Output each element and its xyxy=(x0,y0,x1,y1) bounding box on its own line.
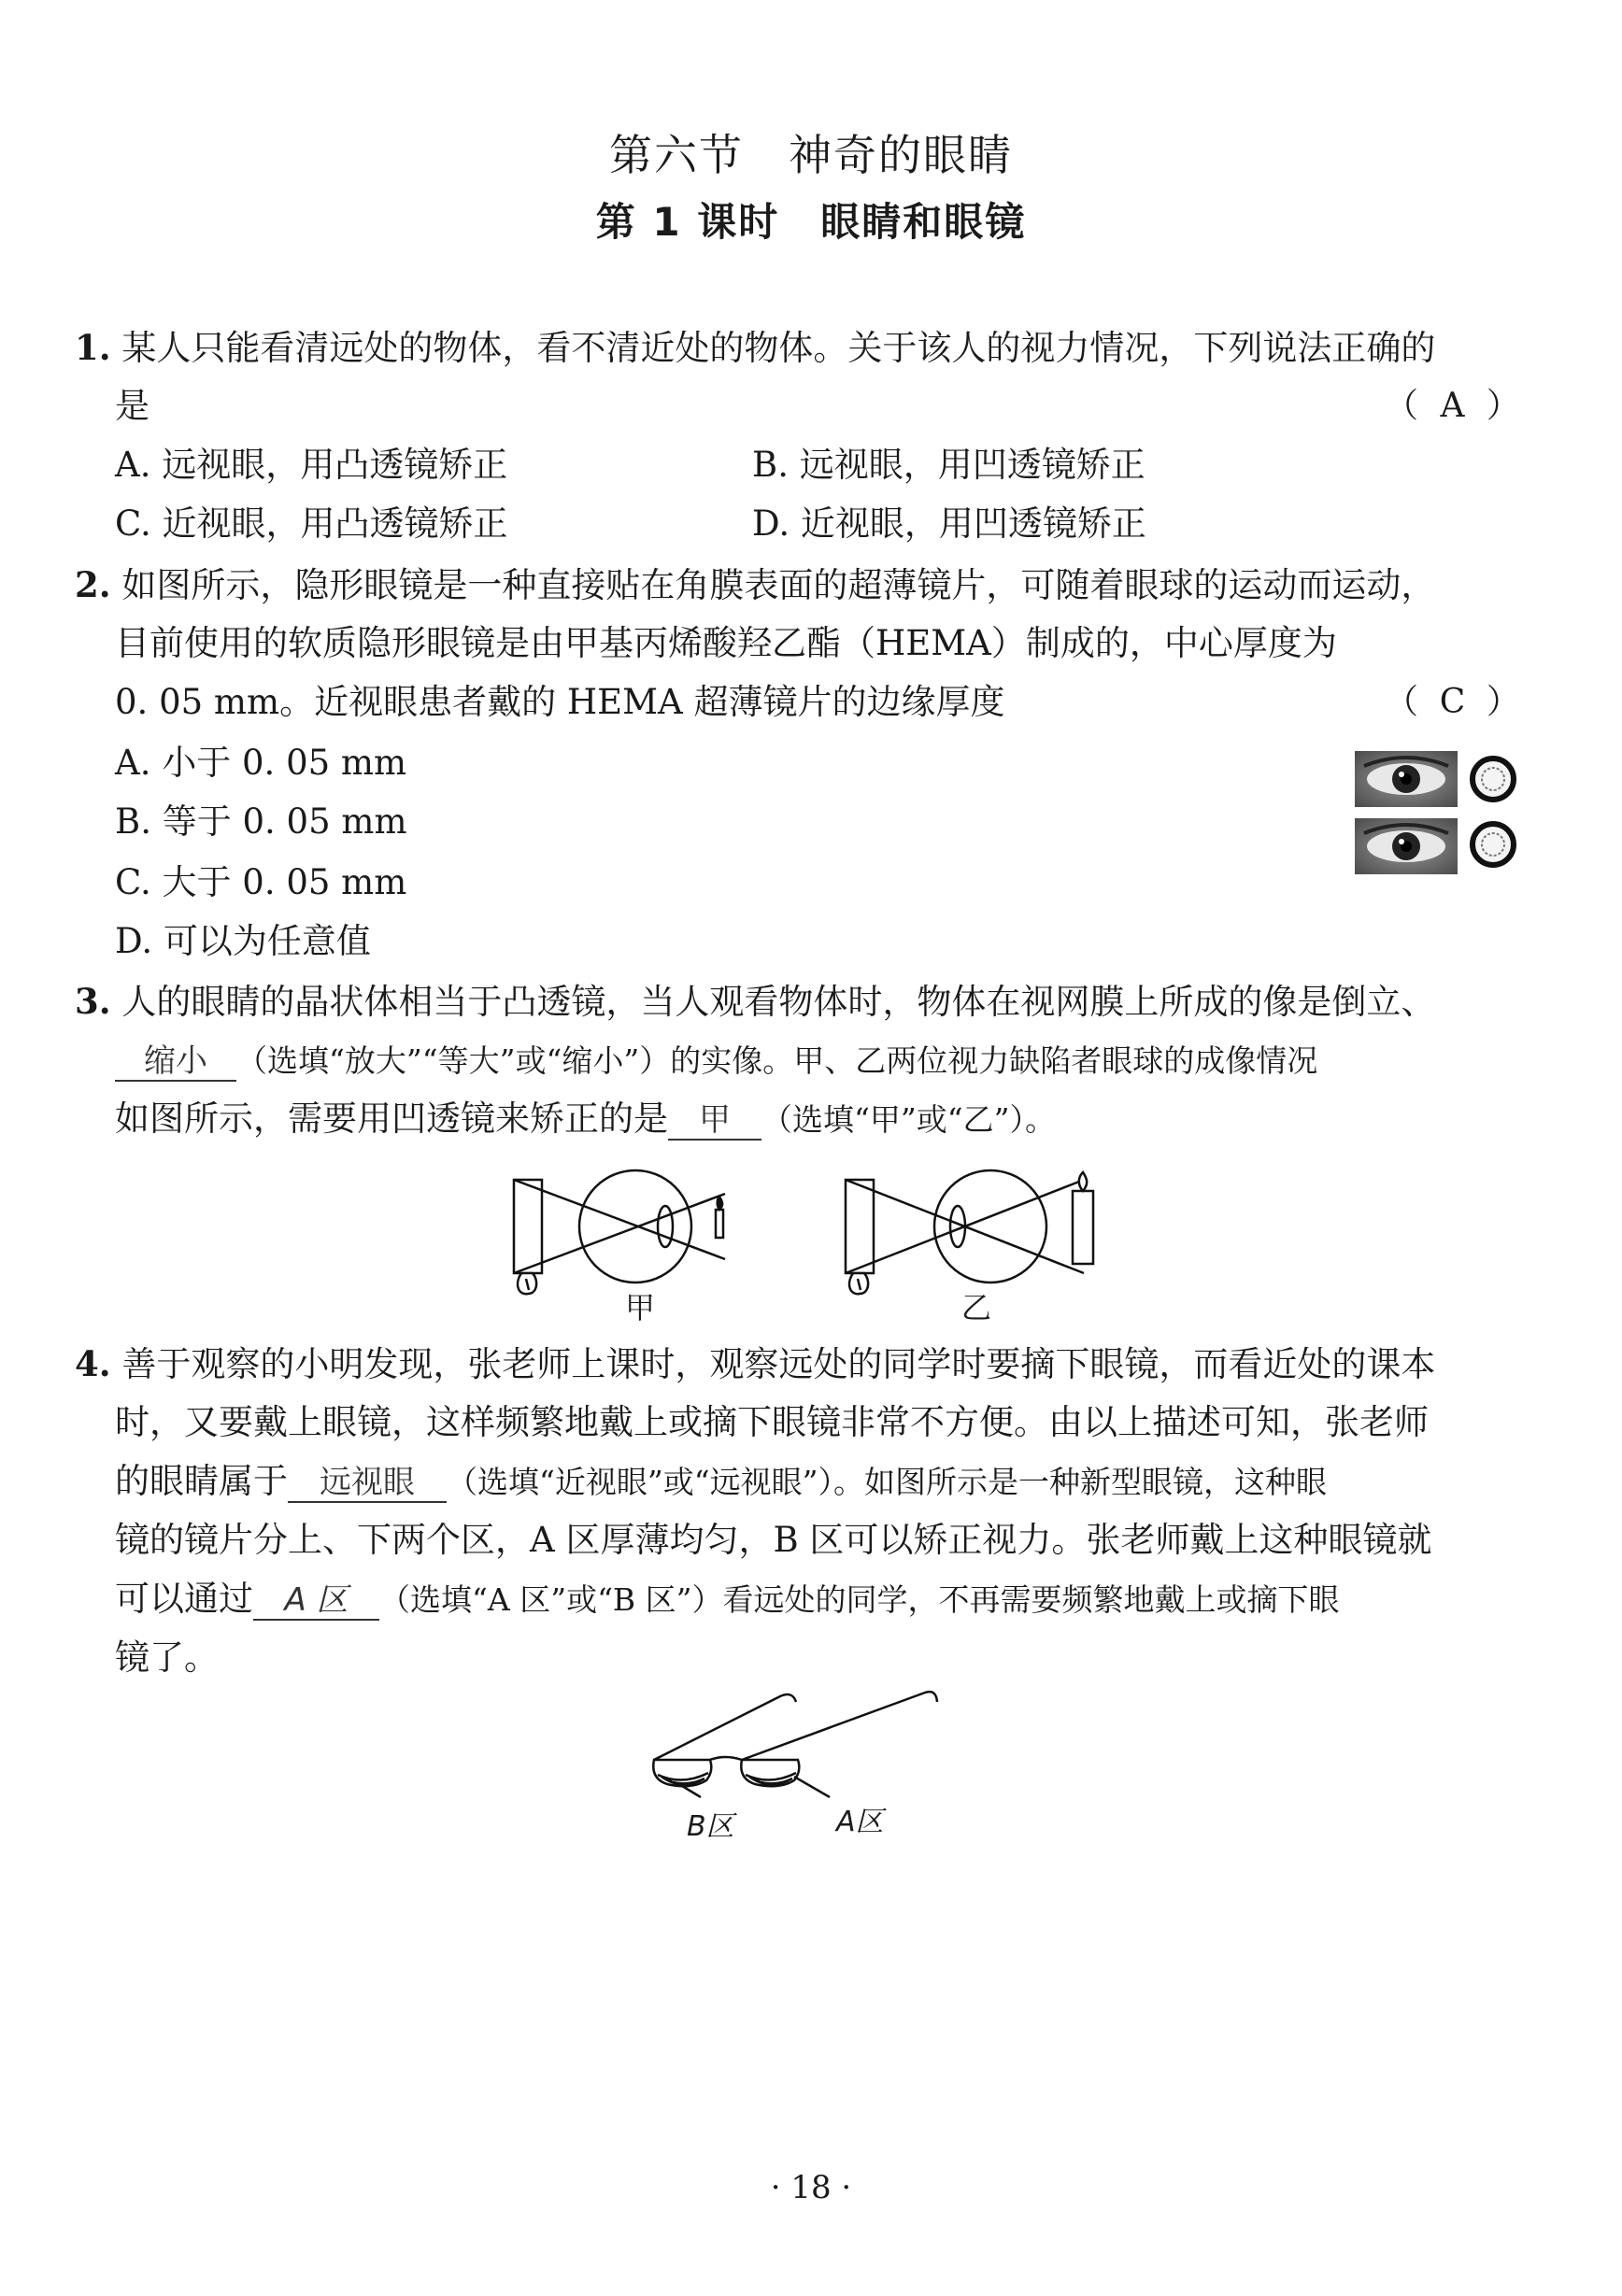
eye-diagram-jia xyxy=(514,1170,725,1294)
eye-photo-bottom xyxy=(1355,818,1458,874)
q4-figure-label-a-zone: A区 xyxy=(836,1806,884,1838)
q4-figure-label-b-zone: B区 xyxy=(687,1810,734,1843)
q2-number: 2. xyxy=(75,564,111,605)
q1-answer: A xyxy=(1440,387,1465,425)
q2-stem-line2: 目前使用的软质隐形眼镜是由甲基丙烯酸羟乙酯（HEMA）制成的，中心厚度为 xyxy=(115,623,1337,663)
q2-option-d: D. 可以为任意值 xyxy=(115,921,371,961)
q3-line3 xyxy=(115,1098,1056,1141)
eye-diagram-yi xyxy=(846,1170,1093,1294)
q3-blank1-answer: 缩小 xyxy=(115,1042,236,1082)
q1-number: 1. xyxy=(75,327,111,368)
q1-option-d: D. 近视眼，用凹透镜矫正 xyxy=(752,503,1146,544)
q4-line4: 镜的镜片分上、下两个区，A 区厚薄均匀，B 区可以矫正视力。张老师戴上这种眼镜就 xyxy=(115,1520,1432,1560)
q3-figure-label-jia: 甲 xyxy=(624,1290,655,1325)
q4-text3-pre: 的眼睛属于 xyxy=(115,1461,288,1501)
q4-text3-post: （选填“近视眼”或“远视眼”）。如图所示是一种新型眼镜，这种眼 xyxy=(447,1464,1327,1500)
q2-stem-line3: 0. 05 mm。近视眼患者戴的 HEMA 超薄镜片的边缘厚度 xyxy=(115,682,1005,722)
q3-text2: （选填“放大”“等大”或“缩小”）的实像。甲、乙两位视力缺陷者眼球的成像情况 xyxy=(236,1042,1318,1079)
q4-line3 xyxy=(115,1461,1327,1503)
q3-figure-label-yi: 乙 xyxy=(960,1290,991,1325)
q3-line2 xyxy=(115,1040,1317,1082)
q1-stem-text1: 某人只能看清远处的物体，看不清近处的物体。关于该人的视力情况，下列说法正确的 xyxy=(121,328,1436,368)
contact-lens-photo xyxy=(1355,747,1523,887)
q2-paren-left: （ xyxy=(1385,683,1419,721)
eye-photo-top xyxy=(1355,751,1458,807)
q2-answer-paren xyxy=(1385,682,1525,723)
q1-answer-paren xyxy=(1385,386,1525,427)
q3-number: 3. xyxy=(75,981,111,1022)
q4-line1 xyxy=(75,1343,1435,1385)
eye-imaging-diagram xyxy=(495,1163,1149,1303)
q3-text3-post: （选填“甲”或“乙”）。 xyxy=(761,1101,1056,1138)
q1-paren-right: ） xyxy=(1486,387,1520,425)
lesson-title: 第 1 课时 眼睛和眼镜 xyxy=(595,199,1027,245)
q2-paren-right: ） xyxy=(1486,683,1520,721)
q1-option-a: A. 远视眼，用凸透镜矫正 xyxy=(115,445,508,485)
q1-stem-line1 xyxy=(75,327,1435,369)
q4-line5 xyxy=(115,1579,1340,1621)
page-number: · 18 · xyxy=(770,2169,852,2206)
q4-text1: 善于观察的小明发现，张老师上课时，观察远处的同学时要摘下眼镜，而看近处的课本 xyxy=(121,1344,1436,1384)
q4-blank1-answer: 远视眼 xyxy=(288,1464,447,1503)
q1-option-b: B. 远视眼，用凹透镜矫正 xyxy=(752,445,1145,485)
q2-option-c: C. 大于 0. 05 mm xyxy=(115,862,407,902)
section-title: 第六节 神奇的眼睛 xyxy=(609,130,1013,180)
q1-option-c: C. 近视眼，用凸透镜矫正 xyxy=(115,503,508,544)
contact-lens-icon-top xyxy=(1473,758,1514,800)
q4-line6: 镜了。 xyxy=(115,1637,219,1678)
q4-number: 4. xyxy=(75,1343,111,1384)
q1-paren-left: （ xyxy=(1385,387,1419,425)
q4-text5-pre: 可以通过 xyxy=(115,1579,253,1619)
q3-text3-pre: 如图所示，需要用凹透镜来矫正的是 xyxy=(115,1098,668,1139)
q2-answer: C xyxy=(1439,683,1466,721)
q3-blank2-answer: 甲 xyxy=(668,1101,761,1141)
q2-stem-text1: 如图所示，隐形眼镜是一种直接贴在角膜表面的超薄镜片，可随着眼球的运动而运动， xyxy=(121,565,1436,605)
q2-stem-line1 xyxy=(75,564,1435,606)
q1-stem-line2: 是 xyxy=(115,386,149,426)
q4-text5-post: （选填“A 区”或“B 区”）看远处的同学，不再需要频繁地戴上或摘下眼 xyxy=(379,1581,1340,1618)
contact-lens-icon-bottom xyxy=(1473,824,1514,865)
q4-blank2-answer: A 区 xyxy=(253,1581,379,1621)
q3-line1 xyxy=(75,981,1435,1023)
q4-line2: 时，又要戴上眼镜，这样频繁地戴上或摘下眼镜非常不方便。由以上描述可知，张老师 xyxy=(115,1402,1429,1442)
q3-text1: 人的眼睛的晶状体相当于凸透镜，当人观看物体时，物体在视网膜上所成的像是倒立、 xyxy=(121,982,1436,1022)
q2-option-a: A. 小于 0. 05 mm xyxy=(115,743,407,783)
q2-option-b: B. 等于 0. 05 mm xyxy=(115,801,407,842)
